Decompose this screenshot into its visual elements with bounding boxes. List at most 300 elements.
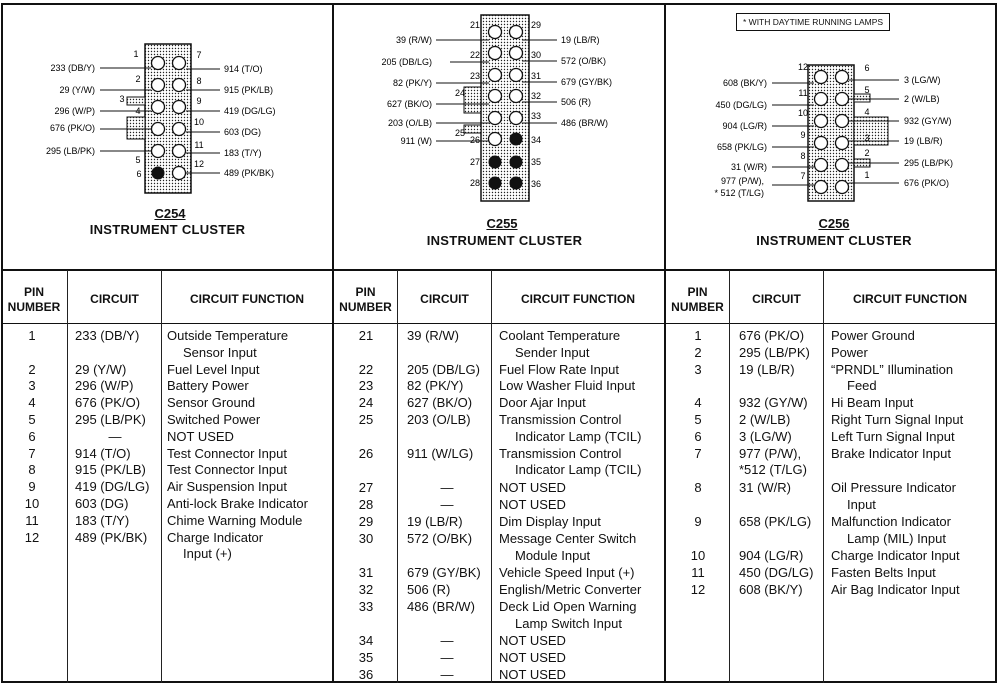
- circuit-function-cell: [167, 530, 263, 564]
- header-circuit: CIRCUIT: [420, 292, 469, 306]
- circuit-text: 486 (BR/W): [407, 599, 475, 615]
- section-divider: [1, 269, 997, 271]
- pin-34-plugged: [510, 133, 523, 146]
- pin-number-cell: 4: [694, 395, 702, 411]
- circuit-function-cell: [499, 446, 641, 480]
- function-text: Malfunction Indicator: [831, 514, 951, 530]
- wire-circuit-label: 658 (PK/LG): [716, 142, 767, 152]
- function-text: Feed: [847, 378, 877, 394]
- circuit-text: 506 (R): [407, 581, 451, 597]
- pin-number-cell: 25: [358, 412, 374, 427]
- circuit-function-cell: [499, 650, 566, 667]
- circuit-cell: [68, 479, 162, 496]
- circuit-function-cell: [167, 362, 260, 379]
- key-tab: [464, 125, 481, 133]
- function-text: Input (+): [183, 546, 232, 562]
- function-text: Switched Power: [167, 412, 261, 427]
- circuit-function-cell: [831, 328, 915, 345]
- pin-10: [815, 115, 828, 128]
- connector-diagram-c255: [332, 5, 664, 269]
- circuit-function-cell: [499, 667, 566, 684]
- header-pin-number: PIN NUMBER: [7, 285, 61, 314]
- function-text: Lamp Switch Input: [515, 616, 622, 632]
- circuit-text: 489 (PK/BK): [75, 529, 148, 545]
- circuit-function-cell: [167, 462, 287, 479]
- function-text: Indicator Lamp (TCIL): [515, 428, 642, 444]
- circuit-function-cell: [831, 480, 956, 514]
- pin-8: [815, 159, 828, 172]
- pin-3: [152, 101, 165, 114]
- circuit-function-cell: [831, 446, 951, 463]
- circuit-cell: [732, 514, 826, 531]
- circuit-cell: [400, 328, 494, 345]
- circuit-cell: [732, 345, 826, 362]
- circuit-cell: [68, 395, 162, 412]
- circuit-text: 233 (DB/Y): [75, 328, 140, 343]
- circuit-cell: [68, 378, 162, 395]
- circuit-text: 627 (BK/O): [407, 395, 473, 411]
- wire-circuit-label: 932 (GY/W): [904, 116, 952, 126]
- circuit-text: —: [440, 496, 454, 512]
- circuit-cell: [732, 429, 826, 446]
- function-text: Sensor Input: [183, 344, 257, 360]
- pin-number-label: 6: [136, 169, 142, 179]
- pin-number-label: 10: [193, 117, 205, 127]
- pin-number-cell: 23: [358, 378, 374, 394]
- circuit-function-cell: [499, 412, 641, 446]
- pin-number-cell: 21: [358, 328, 374, 343]
- pin-6-plugged: [152, 167, 165, 180]
- circuit-cell: [68, 513, 162, 530]
- circuit-cell: [68, 328, 162, 345]
- pin-number-label: 26: [469, 135, 481, 145]
- circuit-text: —: [440, 480, 454, 496]
- function-text: Lamp (MIL) Input: [847, 531, 946, 547]
- pin-28-plugged: [489, 177, 502, 190]
- circuit-cell: [400, 582, 494, 599]
- pin-number-cell: 27: [358, 480, 374, 496]
- wire-circuit-label: 19 (LB/R): [904, 136, 943, 146]
- pin-3: [836, 137, 849, 150]
- circuit-cell: [400, 633, 494, 650]
- pin-number-cell: 8: [28, 462, 36, 478]
- circuit-function-cell: [499, 328, 620, 362]
- pin-number-label: 4: [135, 106, 141, 116]
- pin-1: [836, 181, 849, 194]
- function-text: Dim Display Input: [499, 513, 601, 529]
- header-circuit-function: CIRCUIT FUNCTION: [521, 292, 635, 306]
- connector-id: C256: [818, 216, 850, 231]
- circuit-text: 19 (LB/R): [407, 513, 463, 529]
- key-tab: [127, 97, 145, 105]
- circuit-function-cell: [831, 395, 913, 412]
- function-text: Module Input: [515, 548, 591, 564]
- circuit-cell: [732, 412, 826, 429]
- pin-number-cell: 11: [691, 564, 705, 580]
- pin-number-label: 11: [798, 88, 808, 98]
- wire-circuit-label: 679 (GY/BK): [561, 77, 613, 87]
- function-text: Outside Temperature: [167, 328, 289, 343]
- connector-title: INSTRUMENT CLUSTER: [89, 222, 246, 237]
- pin-29: [510, 26, 523, 39]
- key-tab: [127, 117, 145, 139]
- pin-number-cell: 9: [694, 514, 702, 530]
- circuit-cell: [68, 462, 162, 479]
- circuit-text: 295 (LB/PK): [739, 344, 810, 360]
- function-text: Sensor Ground: [167, 395, 256, 411]
- circuit-text: 82 (PK/Y): [407, 378, 464, 394]
- wire-circuit-label: 203 (O/LB): [387, 118, 432, 128]
- circuit-text: 904 (LG/R): [739, 548, 804, 564]
- pin-number-label: 22: [469, 50, 481, 60]
- pin-number-label: 28: [469, 178, 481, 188]
- circuit-cell: [400, 497, 494, 514]
- circuit-text: —: [440, 667, 454, 683]
- pin-2: [836, 159, 849, 172]
- wire-circuit-label: 977 (P/W),: [720, 176, 764, 186]
- pin-number-label: 9: [196, 96, 202, 106]
- wire-circuit-label: 489 (PK/BK): [224, 168, 275, 178]
- circuit-function-cell: [499, 514, 601, 531]
- pin-number-cell: 1: [694, 328, 702, 343]
- right-labels: [531, 20, 612, 189]
- pin-number-label: 30: [530, 50, 542, 60]
- wire-circuit-label: 295 (LB/PK): [904, 158, 954, 168]
- wire-circuit-label: 627 (BK/O): [386, 99, 432, 109]
- pin-4: [836, 115, 849, 128]
- pin-26: [489, 133, 502, 146]
- function-text: Anti-lock Brake Indicator: [167, 496, 308, 511]
- circuit-text: —: [440, 649, 454, 665]
- header-circuit: CIRCUIT: [752, 292, 801, 306]
- wire-circuit-label: 419 (DG/LG): [224, 106, 276, 116]
- pin-number-label: 1: [864, 170, 870, 180]
- circuit-function-cell: [831, 429, 955, 446]
- function-text: Left Turn Signal Input: [831, 428, 955, 444]
- pin-number-cell: 1: [28, 328, 36, 343]
- pin-number-label: 8: [800, 151, 806, 161]
- circuit-function-cell: [831, 362, 953, 396]
- circuit-function-cell: [167, 479, 287, 496]
- wire-circuit-label: 31 (W/R): [731, 162, 767, 172]
- key-tab: [464, 87, 481, 113]
- function-text: Message Center Switch: [499, 531, 637, 547]
- wire-circuit-label: 39 (R/W): [396, 35, 432, 45]
- wire-circuit-label: 205 (DB/LG): [381, 57, 432, 67]
- circuit-cell: [400, 565, 494, 582]
- pin-number-label: 32: [530, 91, 542, 101]
- pin-7: [173, 57, 186, 70]
- pin-7: [815, 181, 828, 194]
- pin-31: [510, 69, 523, 82]
- pin-35-plugged: [510, 156, 523, 169]
- function-text: Sender Input: [515, 344, 590, 360]
- pin-number-label: 3: [864, 133, 870, 143]
- circuit-cell: [68, 429, 162, 446]
- pin-number-cell: 10: [690, 548, 706, 564]
- pinout-table-c254: [0, 328, 332, 678]
- circuit-text: *512 (T/LG): [739, 462, 807, 478]
- pin-number-cell: 5: [694, 412, 702, 427]
- pin-number-cell: 31: [358, 564, 374, 580]
- function-text: Power: [831, 344, 868, 360]
- circuit-function-cell: [167, 513, 302, 530]
- circuit-cell: [400, 599, 494, 616]
- pinout-table-c255: [332, 328, 664, 683]
- pin-number-cell: 8: [694, 480, 702, 496]
- circuit-cell: [400, 650, 494, 667]
- pin-number-label: 5: [135, 155, 141, 165]
- function-text: Air Bag Indicator Input: [831, 581, 960, 597]
- pin-27-plugged: [489, 156, 502, 169]
- pinout-table-c256: [664, 328, 998, 678]
- wire-circuit-label: 676 (PK/O): [49, 123, 95, 133]
- circuit-function-cell: [831, 565, 936, 582]
- circuit-cell: [400, 514, 494, 531]
- pin-32: [510, 90, 523, 103]
- pin-number-cell: 12: [690, 581, 706, 597]
- function-text: Door Ajar Input: [499, 395, 586, 411]
- circuit-cell: [732, 548, 826, 565]
- circuit-text: 572 (O/BK): [407, 531, 473, 547]
- circuit-cell: [400, 378, 494, 395]
- circuit-cell: [68, 446, 162, 463]
- circuit-text: 676 (PK/O): [75, 395, 141, 411]
- circuit-cell: [400, 667, 494, 684]
- pin-1: [152, 57, 165, 70]
- circuit-function-cell: [167, 395, 255, 412]
- pin-number-cell: 3: [694, 361, 702, 377]
- pin-number-cell: 2: [28, 361, 36, 377]
- function-text: NOT USED: [499, 649, 566, 665]
- function-text: Transmission Control: [499, 445, 622, 461]
- pin-number-label: 8: [196, 76, 202, 86]
- wire-circuit-label: 915 (PK/LB): [224, 85, 274, 95]
- pin-number-label: 9: [800, 130, 806, 140]
- pin-12: [815, 71, 828, 84]
- pin-number-label: 23: [469, 71, 481, 81]
- circuit-cell: [732, 446, 826, 480]
- pin-number-cell: 11: [25, 512, 39, 528]
- circuit-function-cell: [167, 412, 260, 429]
- wire-circuit-label: 183 (T/Y): [224, 148, 262, 158]
- circuit-function-cell: [831, 514, 951, 548]
- function-text: English/Metric Converter: [499, 581, 642, 597]
- wire-circuit-label: 19 (LB/R): [561, 35, 600, 45]
- function-text: Right Turn Signal Input: [831, 412, 964, 427]
- pin-number-cell: 29: [358, 513, 374, 529]
- circuit-text: 419 (DG/LG): [75, 479, 150, 495]
- function-text: Transmission Control: [499, 412, 622, 427]
- connector-diagram-c254: [0, 5, 332, 269]
- circuit-text: 914 (T/O): [75, 445, 131, 461]
- circuit-function-cell: [499, 531, 636, 565]
- connector-body: [808, 65, 854, 201]
- pin-number-cell: 6: [694, 428, 702, 444]
- circuit-text: 915 (PK/LB): [75, 462, 146, 478]
- pin-number-cell: 22: [358, 361, 374, 377]
- function-text: Fuel Level Input: [167, 361, 260, 377]
- function-text: Coolant Temperature: [499, 328, 621, 343]
- function-text: Test Connector Input: [167, 445, 287, 461]
- circuit-cell: [68, 530, 162, 547]
- circuit-cell: [400, 480, 494, 497]
- circuit-text: —: [108, 428, 122, 444]
- circuit-function-cell: [167, 496, 308, 513]
- circuit-function-cell: [167, 446, 287, 463]
- wire-circuit-label: 914 (T/O): [224, 64, 263, 74]
- pin-12: [173, 167, 186, 180]
- function-text: Hi Beam Input: [831, 395, 914, 411]
- function-text: Input: [847, 496, 876, 512]
- pin-number-label: 3: [119, 94, 125, 104]
- function-text: NOT USED: [499, 496, 566, 512]
- circuit-function-cell: [499, 582, 641, 599]
- function-text: Charge Indicator Input: [831, 548, 960, 564]
- function-text: NOT USED: [499, 667, 566, 683]
- pin-5: [152, 145, 165, 158]
- pin-number-cell: 35: [358, 649, 374, 665]
- pin-number-label: 12: [797, 62, 809, 72]
- pin-number-cell: 12: [24, 529, 40, 545]
- circuit-function-cell: [499, 362, 619, 379]
- circuit-text: 295 (LB/PK): [75, 412, 146, 427]
- pin-4: [152, 123, 165, 136]
- function-text: Power Ground: [831, 328, 915, 343]
- circuit-cell: [400, 362, 494, 379]
- circuit-function-cell: [499, 633, 566, 650]
- header-pin-number: PIN NUMBER: [671, 285, 724, 314]
- header-circuit-function: CIRCUIT FUNCTION: [190, 292, 304, 306]
- circuit-text: 31 (W/R): [739, 480, 791, 496]
- function-text: Oil Pressure Indicator: [831, 480, 956, 496]
- circuit-cell: [400, 446, 494, 463]
- circuit-function-cell: [499, 497, 566, 514]
- pin-number-label: 33: [530, 111, 542, 121]
- circuit-function-cell: [499, 378, 635, 395]
- connector-id: C255: [486, 216, 518, 231]
- pin-number-cell: 6: [28, 428, 36, 444]
- circuit-text: 203 (O/LB): [407, 412, 471, 427]
- wire-circuit-label: 233 (DB/Y): [50, 63, 95, 73]
- circuit-function-cell: [167, 328, 288, 362]
- function-text: Low Washer Fluid Input: [499, 378, 636, 394]
- circuit-cell: [732, 565, 826, 582]
- pin-number-label: 4: [864, 107, 870, 117]
- circuit-text: 679 (GY/BK): [407, 564, 481, 580]
- function-text: Charge Indicator: [167, 529, 264, 545]
- circuit-function-cell: [831, 345, 868, 362]
- pin-number-label: 11: [194, 140, 204, 150]
- function-text: Deck Lid Open Warning: [499, 599, 637, 615]
- circuit-text: 205 (DB/LG): [407, 361, 480, 377]
- circuit-function-cell: [831, 548, 960, 565]
- circuit-text: 19 (LB/R): [739, 361, 795, 377]
- circuit-text: 676 (PK/O): [739, 328, 805, 343]
- circuit-cell: [732, 362, 826, 379]
- function-text: NOT USED: [167, 428, 234, 444]
- function-text: Fasten Belts Input: [831, 564, 936, 580]
- pin-23: [489, 69, 502, 82]
- function-text: NOT USED: [499, 632, 566, 648]
- pin-number-cell: 7: [694, 445, 702, 461]
- pin-number-label: 10: [797, 108, 809, 118]
- pin-number-label: 35: [530, 157, 542, 167]
- pin-6: [836, 71, 849, 84]
- pin-number-label: 27: [469, 157, 481, 167]
- circuit-cell: [732, 480, 826, 497]
- circuit-text: 2 (W/LB): [739, 412, 791, 427]
- pin-number-label: 1: [133, 49, 139, 59]
- pin-number-cell: 28: [358, 496, 374, 512]
- pin-9: [173, 101, 186, 114]
- function-text: Battery Power: [167, 378, 249, 394]
- pin-9: [815, 137, 828, 150]
- circuit-text: 932 (GY/W): [739, 395, 808, 411]
- pin-number-cell: 24: [358, 395, 374, 411]
- pin-2: [152, 79, 165, 92]
- pin-36-plugged: [510, 177, 523, 190]
- circuit-function-cell: [499, 480, 566, 497]
- wire-circuit-label: 450 (DG/LG): [715, 100, 767, 110]
- pin-25: [489, 112, 502, 125]
- function-text: Test Connector Input: [167, 462, 287, 478]
- pin-21: [489, 26, 502, 39]
- pin-number-cell: 26: [358, 445, 374, 461]
- pin-number-cell: 30: [358, 531, 374, 547]
- pin-number-label: 5: [864, 85, 870, 95]
- circuit-text: —: [440, 632, 454, 648]
- pin-33: [510, 112, 523, 125]
- header-circuit: CIRCUIT: [90, 292, 139, 306]
- circuit-cell: [732, 582, 826, 599]
- function-text: Indicator Lamp (TCIL): [515, 462, 642, 478]
- wire-circuit-label: 3 (LG/W): [904, 75, 941, 85]
- function-text: Brake Indicator Input: [831, 445, 951, 461]
- pin-number-label: 2: [864, 148, 870, 158]
- circuit-cell: [400, 395, 494, 412]
- pin-number-label: 36: [530, 179, 542, 189]
- connector-title: INSTRUMENT CLUSTER: [756, 233, 912, 248]
- pin-number-label: 34: [530, 135, 542, 145]
- function-text: NOT USED: [499, 480, 566, 496]
- circuit-cell: [732, 328, 826, 345]
- wire-circuit-label: 911 (W): [400, 136, 432, 146]
- pin-number-cell: 9: [28, 479, 36, 495]
- pin-10: [173, 123, 186, 136]
- pin-8: [173, 79, 186, 92]
- circuit-function-cell: [499, 395, 586, 412]
- circuit-cell: [68, 496, 162, 513]
- connector-diagram-c256: [664, 5, 998, 269]
- pin-30: [510, 47, 523, 60]
- pin-number-label: 21: [469, 20, 481, 30]
- wire-circuit-label: 676 (PK/O): [904, 178, 950, 188]
- pin-11: [173, 145, 186, 158]
- pin-number-label: 25: [454, 128, 466, 138]
- pin-number-label: 6: [864, 63, 870, 73]
- circuit-text: 183 (T/Y): [75, 512, 130, 528]
- pin-11: [815, 93, 828, 106]
- circuit-function-cell: [831, 582, 960, 599]
- pin-number-cell: 3: [28, 378, 36, 394]
- pin-number-cell: 32: [358, 581, 374, 597]
- key-tab: [854, 94, 870, 102]
- wire-circuit-label: 295 (LB/PK): [45, 146, 95, 156]
- connector-id: C254: [154, 206, 186, 221]
- pin-number-label: 2: [135, 74, 141, 84]
- function-text: Fuel Flow Rate Input: [499, 361, 619, 377]
